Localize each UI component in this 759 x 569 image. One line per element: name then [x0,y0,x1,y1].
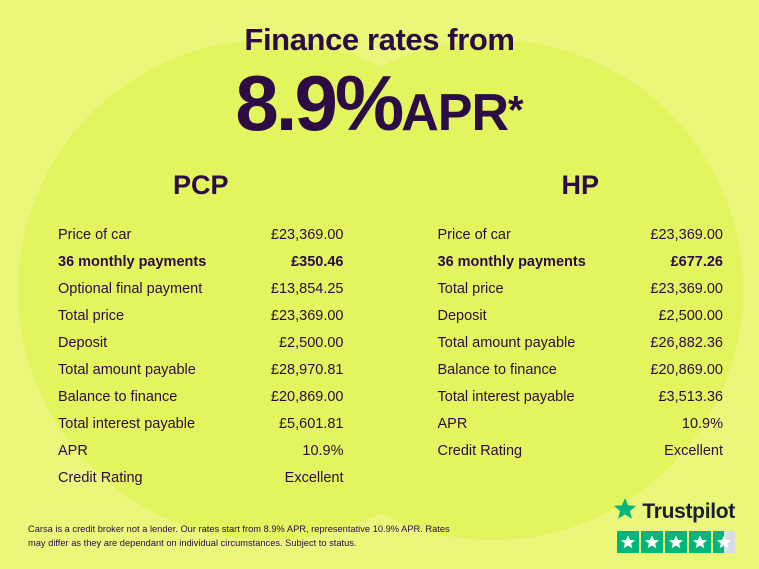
row-value: £350.46 [291,253,344,270]
row-value: £26,882.36 [650,334,723,351]
row-value: £20,869.00 [650,361,723,378]
row-value: £20,869.00 [270,388,344,405]
row-label: Total interest payable [58,415,196,432]
row-label: Credit Rating [58,469,143,486]
row-label: 36 monthly payments [437,253,586,270]
table-row [438,437,724,464]
row-value: Excellent [284,469,344,486]
disclaimer-text: Carsa is a credit broker not a lender. Our rates start from 8.9% APR, representative 10.9% APR. Rates may differ as they are dependant on individual circumstances. Subject to status. [28,524,450,549]
row-label: Deposit [58,334,108,351]
row-value: £28,970.81 [270,361,344,378]
trustpilot-name: Trustpilot [642,499,735,523]
row-value: £23,369.00 [270,226,344,243]
row-label: Balance to finance [58,388,178,405]
table-row [438,275,724,302]
pcp-title: PCP [172,170,229,200]
table-row [58,383,344,410]
row-label: Total price [437,280,504,297]
trustpilot-stars [613,531,735,553]
table-row [58,464,344,491]
row-label: Total interest payable [437,388,575,405]
star-icon [665,531,687,553]
row-value: Excellent [664,442,723,459]
row-value: £5,601.81 [278,415,344,432]
table-row [58,410,344,437]
trustpilot-rating [613,497,735,553]
table-row [438,248,724,275]
row-value: 10.9% [302,442,344,459]
table-row [58,248,344,275]
table-row [438,410,724,437]
row-value: £2,500.00 [278,334,344,351]
apr-rate-value: 8.9% [235,59,402,147]
row-label: Total amount payable [58,361,196,378]
apr-unit-label: APR [401,84,508,142]
row-label: Total amount payable [437,334,576,351]
table-row [58,302,344,329]
trustpilot-logo [613,497,735,526]
table-row [58,275,344,302]
star-icon [641,531,663,553]
pcp-column [0,170,380,491]
row-value: £23,369.00 [270,307,344,324]
table-row [58,356,344,383]
row-value: £23,369.00 [650,226,723,243]
finance-columns [0,170,759,491]
row-label: Balance to finance [437,361,557,378]
row-label: Optional final payment [58,280,203,297]
half-star-icon [713,531,735,553]
hp-title: HP [561,170,599,200]
row-value: £2,500.00 [658,307,723,324]
row-label: 36 monthly payments [58,253,207,270]
star-icon [689,531,711,553]
table-row [438,302,724,329]
apr-asterisk: * [508,88,524,133]
star-icon [617,531,639,553]
row-label: Credit Rating [437,442,523,459]
table-row [58,221,344,248]
footer [0,499,759,569]
row-label: APR [437,415,468,432]
row-label: Price of car [58,226,132,243]
table-row [58,329,344,356]
row-label: APR [58,442,88,459]
trustpilot-star-icon [613,497,637,526]
table-row [58,437,344,464]
apr-headline [0,59,759,147]
page-title: Finance rates from [244,22,515,57]
row-value: £677.26 [670,253,723,270]
row-value: £23,369.00 [650,280,723,297]
row-label: Price of car [437,226,511,243]
row-label: Total price [58,307,125,324]
row-value: £3,513.36 [658,388,723,405]
table-row [438,383,724,410]
hp-column [380,170,759,491]
row-value: £13,854.25 [270,280,344,297]
table-row [438,329,724,356]
row-value: 10.9% [681,415,723,432]
table-row [438,221,724,248]
table-row [438,356,724,383]
row-label: Deposit [437,307,487,324]
